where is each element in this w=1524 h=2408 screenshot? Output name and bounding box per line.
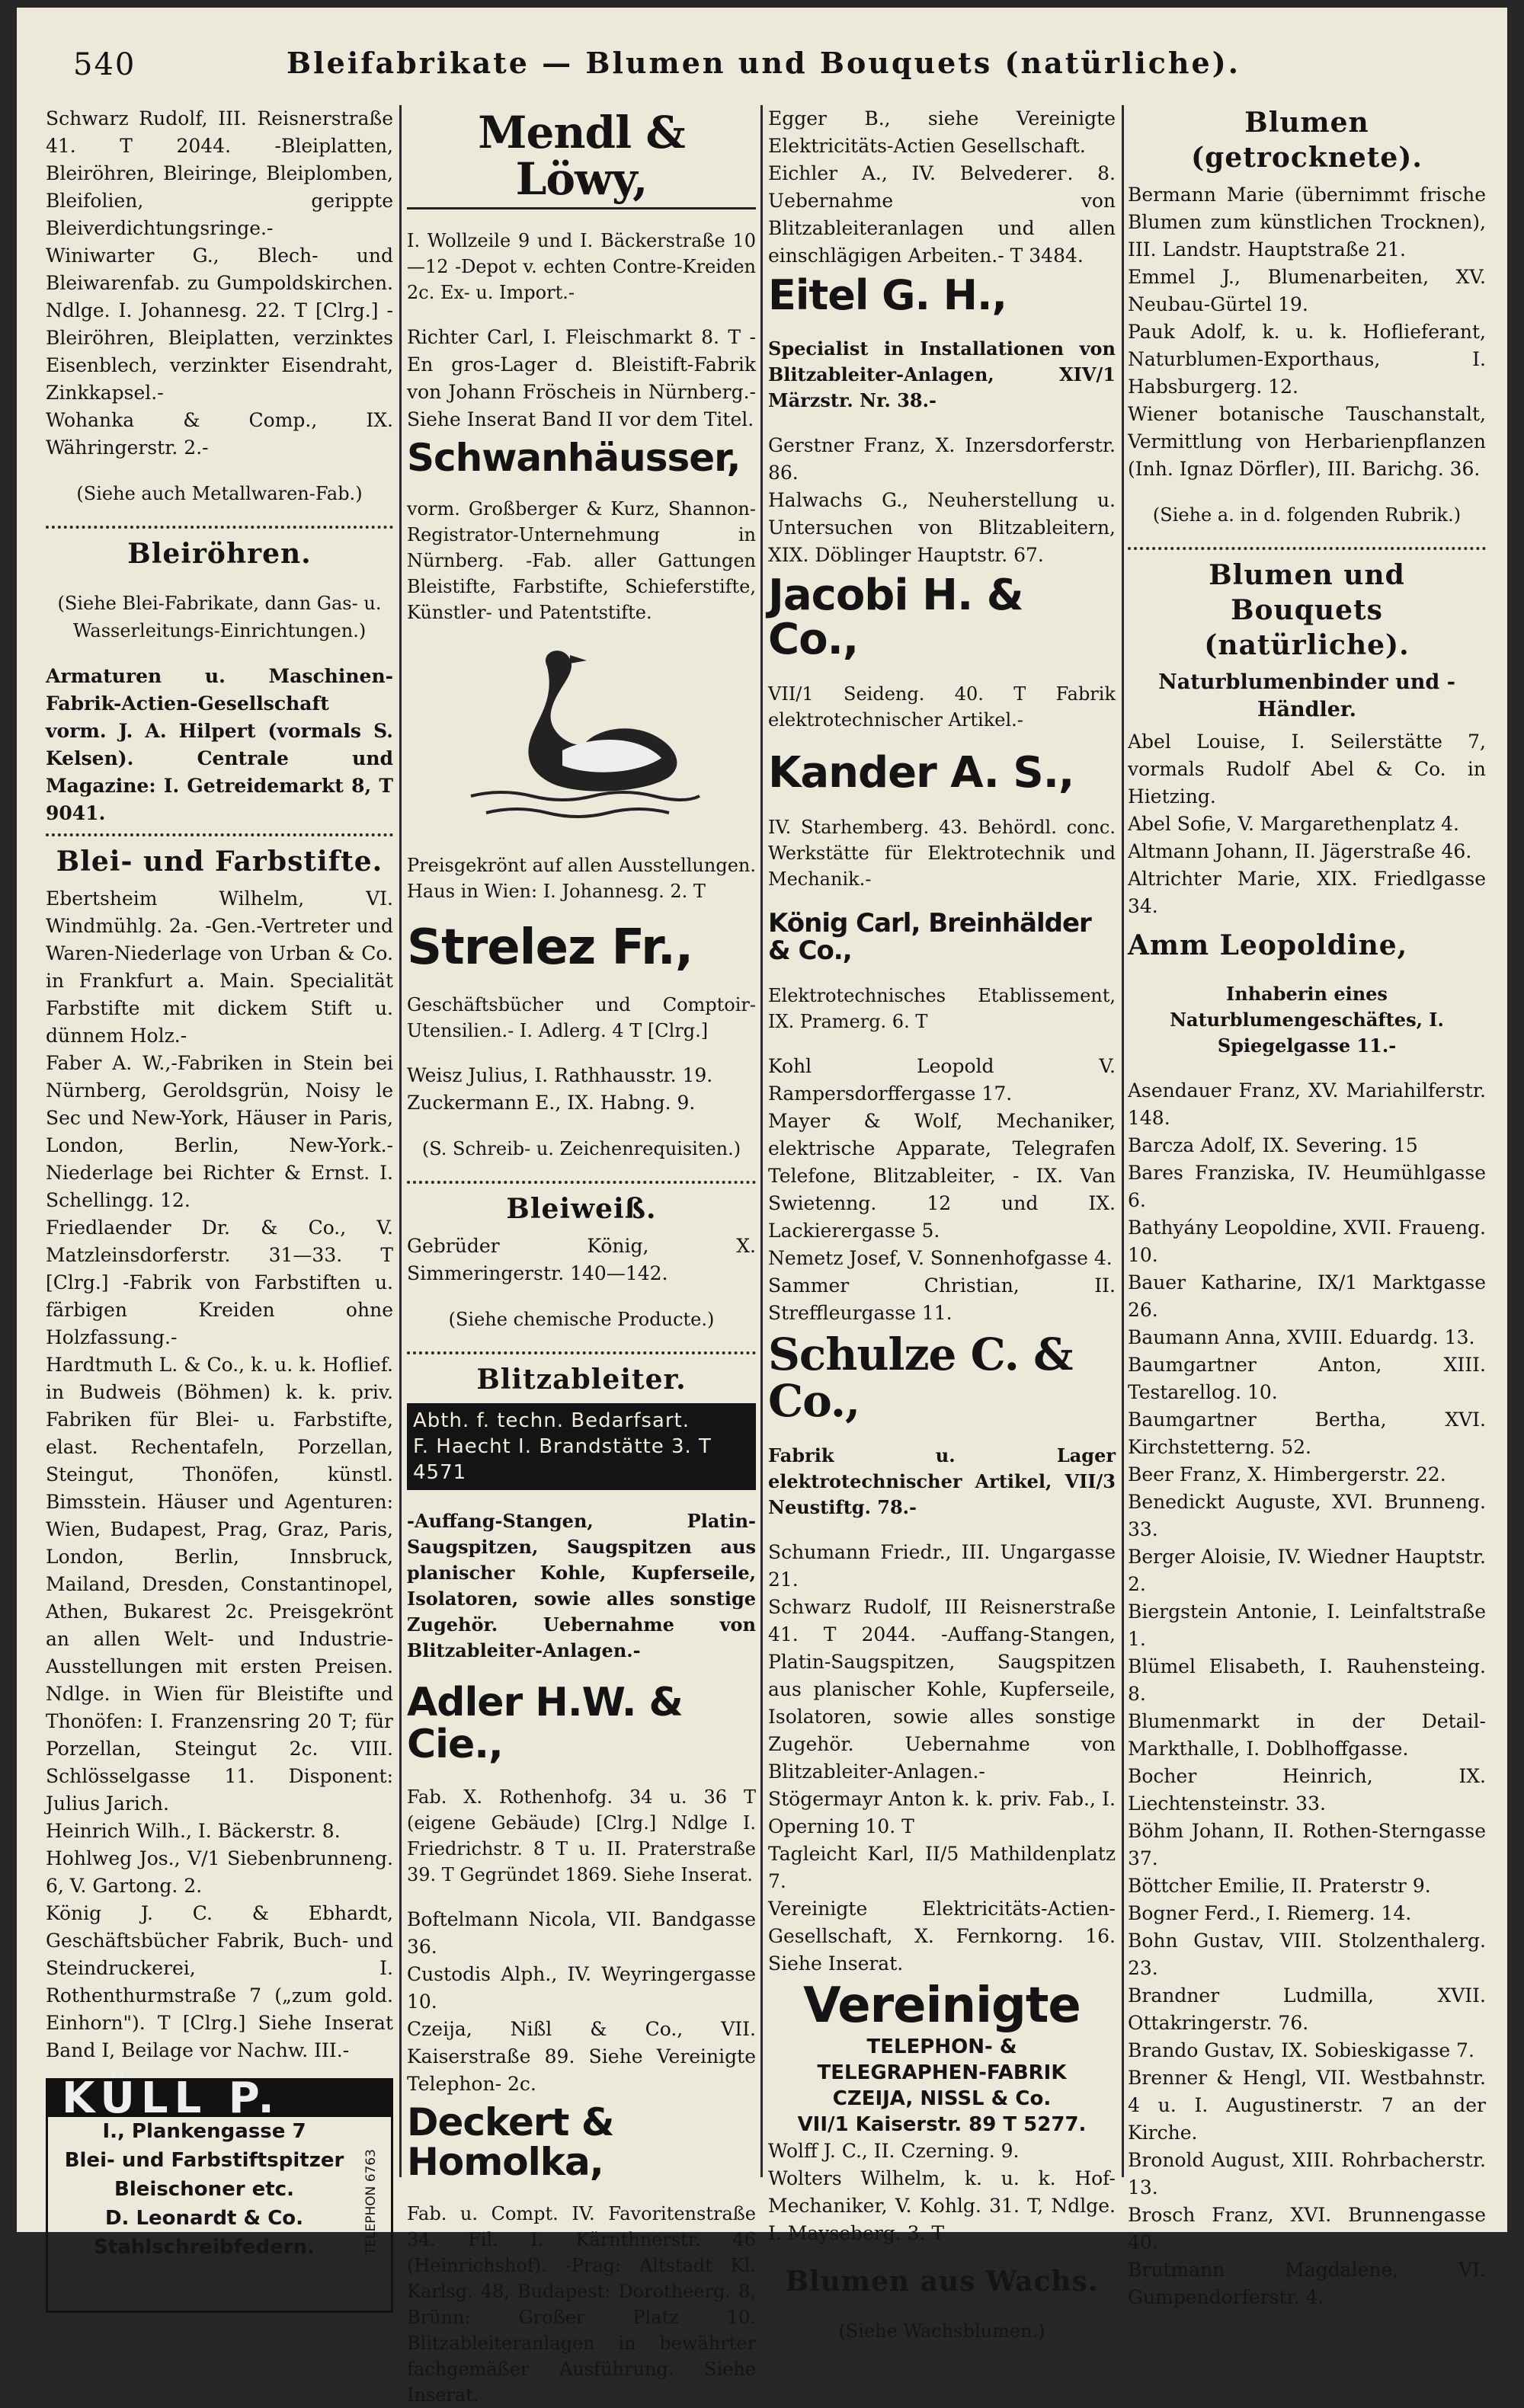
section-divider: [46, 833, 393, 836]
kull-advertisement: [46, 2074, 393, 2313]
entry: Biergstein Antonie, I. Leinfaltstraße 1.: [1128, 1601, 1486, 1650]
section-heading: Blitzableiter.: [476, 1364, 687, 1396]
schulze-title: Schulze C. & Co.,: [768, 1329, 1073, 1428]
entry: Bermann Marie (übernimmt frische Blumen zum künstlichen Trocknen), III. Landstr. Hauptstraße 21.: [1128, 184, 1486, 261]
directory-page: [17, 8, 1507, 2406]
entry: Egger B., siehe Vereinigte Elektricitäts-Actien Gesellschaft.: [768, 107, 1116, 157]
entry: Bares Franziska, IV. Heumühlgasse 6.: [1128, 1162, 1486, 1211]
entry: Bronold August, XIII. Rohrbacherstr. 13.: [1128, 2149, 1486, 2199]
kander-title: Kander A. S.,: [768, 748, 1074, 798]
section-divider: [768, 2253, 1116, 2256]
column-2: [407, 105, 756, 2406]
section-heading: Blumen aus Wachs.: [785, 2266, 1099, 2298]
ad-text: vorm. Großberger & Kurz, Shannon-Registrator-Unternehmung in Nürnberg. -Fab. aller Gattungen Bleistifte, Farbstifte, Schieferstifte, Künstler- und Patentstifte.: [407, 498, 756, 624]
ad-line: Blei- und Farbstiftspitzer: [64, 2149, 344, 2172]
ad-line: F. Haecht I. Brandstätte 3. T 4571: [413, 1435, 712, 1485]
section-heading: Blei- und Farbstifte.: [56, 846, 383, 878]
strelez-title: Strelez Fr.,: [407, 919, 693, 977]
section-heading: Bleiweiß.: [506, 1193, 657, 1226]
ad-rule: [407, 207, 756, 209]
entry: Stögermayr Anton k. k. priv. Fab., I. Operning 10. T: [768, 1788, 1116, 1838]
section-heading: Blumen und Bouquets (natürliche).: [1204, 559, 1410, 661]
entry: Böttcher Emilie, II. Praterstr 9.: [1128, 1875, 1431, 1897]
ad-line: VII/1 Kaiserstr. 89 T 5277.: [797, 2113, 1087, 2137]
page-header: [47, 40, 1480, 93]
entry: Ebertsheim Wilhelm, VI. Windmühlg. 2a. -Gen.-Vertreter und Waren-Niederlage von Urban & Co. in Frankfurt a. Main. Specialität Farbstifte mit dickem Stift u. dünnem Holz.-: [46, 887, 393, 1047]
vereinigte-title: Vereinigte: [803, 1978, 1081, 2035]
entry: Hohlweg Jos., V/1 Siebenbrunneng. 6, V. Gartong. 2.: [46, 1847, 393, 1897]
entry: Boftelmann Nicola, VII. Bandgasse 36.: [407, 1908, 756, 1958]
adler-title: Adler H.W. & Cie.,: [407, 1680, 683, 1768]
ad-line: TELEGRAPHEN-FABRIK: [817, 2061, 1067, 2085]
entry: Hardtmuth L. & Co., k. u. k. Hoflief. in Budweis (Böhmen) k. k. priv. Fabriken für Blei- u. Farbstifte, elast. Rechentafeln, Porzellan, Steingut, Thonöfen, künstl. Bimsstein. Häuser und Agenturen: Wien, Budapest, Prag, Graz, Paris, London, Berlin, Innsbruck, Mailand, Dresden, Constantinopel, Athen, Bukarest 2c. Preisgekrönt an allen Welt- und Industrie-Ausstellungen mit ersten Preisen. Ndlge. in Wien für Bleistifte und Thonöfen: I. Franzensring 20 T; für Porzellan, Steingut 2c. VIII. Schlösselgasse 11. Disponent: Julius Jarich.: [46, 1354, 393, 1815]
entry: Abel Sofie, V. Margarethenplatz 4.: [1128, 813, 1459, 835]
column-1: [46, 105, 393, 2259]
cross-reference: (Siehe a. in d. folgenden Rubrik.): [1152, 504, 1462, 526]
ad-line: I., Plankengasse 7: [102, 2120, 306, 2143]
section-divider: [46, 526, 393, 529]
schwanhaeusser-title: Schwanhäusser,: [407, 435, 741, 480]
entry: Brando Gustav, IX. Sobieskigasse 7.: [1128, 2039, 1474, 2061]
ad-line: Bleischoner etc.: [114, 2178, 294, 2201]
entry: Wolff J. C., II. Czerning. 9.: [768, 2140, 1020, 2163]
entry: Emmel J., Blumenarbeiten, XV. Neubau-Gürtel 19.: [1128, 266, 1486, 315]
ad-line: Abth. f. techn. Bedarfsart.: [413, 1409, 690, 1433]
entry: König J. C. & Ebhardt, Geschäftsbücher Fabrik, Buch- und Steindruckerei, I. Rothenthurmstraße 7 („zum gold. Einhorn"). T [Clrg.] Siehe Inserat Band I, Beilage vor Nachw. III.-: [46, 1902, 393, 2061]
eitel-title: Eitel G. H.,: [768, 271, 1007, 319]
entry: Brenner & Hengl, VII. Westbahnstr. 4 u. I. Augustinerstr. 7 an der Kirche.: [1128, 2067, 1486, 2144]
haecht-advertisement: [407, 1403, 756, 1490]
entry: Schwarz Rudolf, III Reisnerstraße 41. T 2044. -Auffang-Stangen, Platin-Saugspitzen, Saugspitzen aus planischer Kohle, Kupferseile, Isolatoren, sowie alles sonstige Zugehör. Uebernahme von Blitzableiter-Anlagen.-: [768, 1596, 1116, 1783]
page-number: 540: [73, 47, 136, 82]
entry: Bogner Ferd., I. Riemerg. 14.: [1128, 1902, 1412, 1924]
entry: Bathyány Leopoldine, XVII. Fraueng. 10.: [1128, 1217, 1486, 1266]
entry: Wolters Wilhelm, k. u. k. Hof-Mechaniker, V. Kohlg. 31. T, Ndlge. I. Mayseberg. 3. T: [768, 2167, 1116, 2245]
ad-line: Stahlschreibfedern.: [94, 2236, 315, 2259]
column-4: [1128, 105, 1486, 2308]
ad-text: Fab. X. Rothenhofg. 34 u. 36 T (eigene Gebäude) [Clrg.] Ndlge I. Friedrichstr. 8 T u. II. Praterstraße 39. T Gegründet 1869. Siehe Inserat.: [407, 1786, 756, 1885]
entry: Eichler A., IV. Belvederег. 8. Uebernahme von Blitzableiteranlagen und allen einschlägigen Arbeiten.- T 3484.: [768, 162, 1116, 267]
entry: Winiwarter G., Blech- und Bleiwarenfab. zu Gumpoldskirchen. Ndlge. I. Johannesg. 22. T [Clrg.] -Bleiröhren, Bleiplatten, verzinktes Eisenblech, verzinkter Eisendraht, Zinkkapsel.-: [46, 245, 393, 404]
entry: Friedlaender Dr. & Co., V. Matzleinsdorferstr. 31—33. T [Clrg.] -Fabrik von Farbstiften u. färbigen Kreiden ohne Holzfassung.-: [46, 1217, 393, 1348]
column-divider: [1122, 105, 1124, 2177]
ad-text: VII/1 Seideng. 40. T Fabrik elektrotechnischer Artikel.-: [768, 683, 1116, 731]
ad-text: Fabrik u. Lager elektrotechnischer Artikel, VII/3 Neustiftg. 78.-: [768, 1444, 1116, 1519]
entry: Heinrich Wilh., I. Bäckerstr. 8.: [46, 1820, 341, 1842]
ad-line: TELEPHON- &: [866, 2035, 1017, 2059]
ad-text: Elektrotechnisches Etablissement, IX. Pramerg. 6. T: [768, 985, 1116, 1033]
section-divider: [1128, 547, 1486, 550]
entry: Sammer Christian, II. Streffleurgasse 11.: [768, 1274, 1116, 1325]
sub-heading: Naturblumenbinder und -Händler.: [1158, 670, 1455, 721]
entry: Baumgartner Anton, XIII. Testarellog. 10.: [1128, 1354, 1486, 1403]
swan-logo-icon: [456, 644, 707, 834]
entry: Berger Aloisie, IV. Wiedner Hauptstr. 2.: [1128, 1546, 1486, 1595]
ad-text: Preisgekrönt auf allen Ausstellungen. Haus in Wien: I. Johannesg. 2. T: [407, 855, 756, 903]
entry: Böhm Johann, II. Rothen-Sterngasse 37.: [1128, 1820, 1486, 1869]
ad-text: Inhaberin eines Naturblumengeschäftes, I. Spiegelgasse 11.-: [1170, 983, 1444, 1057]
section-heading: Blumen (getrocknete).: [1191, 107, 1423, 174]
entry: Wohanka & Comp., IX. Währingerstr. 2.-: [46, 409, 393, 459]
section-heading: Bleiröhren.: [127, 538, 312, 570]
cross-reference: (S. Schreib- u. Zeichenrequisiten.): [421, 1138, 741, 1160]
entry: Baumgartner Bertha, XVI. Kirchstetterng. 52.: [1128, 1409, 1486, 1458]
entry: Altrichter Marie, XIX. Friedlgasse 34.: [1128, 868, 1486, 917]
deckert-title: Deckert & Homolka,: [407, 2099, 614, 2185]
entry: Blumenmarkt in der Detail-Markthalle, I. Doblhoffgasse.: [1128, 1710, 1486, 1760]
entry: Bohn Gustav, VIII. Stolzenthalerg. 23.: [1128, 1930, 1486, 1979]
ad-text: -Auffang-Stangen, Platin-Saugspitzen, Saugspitzen aus planischer Kohle, Kupferseile, Isolatoren, sowie alles sonstige Zugehör. Uebernahme von Blitzableiter-Anlagen.-: [407, 1510, 756, 1662]
entry: Altmann Johann, II. Jägerstraße 46.: [1128, 840, 1472, 862]
entry: Gerstner Franz, X. Inzersdorferstr. 86.: [768, 433, 1116, 484]
entry: Schwarz Rudolf, III. Reisnerstraße 41. T 2044. -Bleiplatten, Bleiröhren, Bleiringe, Bleiplomben, Bleifolien, gerippte Bleiverdichtungsringe.-: [46, 107, 393, 239]
entry: Wiener botanische Tauschanstalt, Vermittlung von Herbarienpflanzen (Inh. Ignaz Dörfler), III. Barichg. 36.: [1128, 403, 1486, 480]
entry: Brandner Ludmilla, XVII. Ottakringerstr. 76.: [1128, 1984, 1486, 2034]
column-divider: [760, 105, 763, 2177]
cross-reference: (Siehe Blei-Fabrikate, dann Gas- u. Wasserleitungs-Einrichtungen.): [57, 593, 382, 641]
cross-reference: (Siehe auch Metallwaren-Fab.): [76, 483, 363, 504]
cross-reference: (Siehe Wachsblumen.): [838, 2320, 1045, 2342]
entry: Vereinigte Elektricitäts-Actien-Gesellschaft, X. Fernkorng. 16. Siehe Inserat.: [768, 1898, 1116, 1975]
cross-reference: (Siehe chemische Producte.): [448, 1309, 715, 1331]
ad-side-text: TELEPHON 6763: [363, 2149, 379, 2256]
entry: Nemetz Josef, V. Sonnenhofgasse 4.: [768, 1247, 1113, 1270]
ad-line: CZEIJA, NISSL & Co.: [832, 2087, 1052, 2111]
ad-text: Fab. u. Compt. IV. Favoritenstraße 34. Fil. I. Kärnthnerstr. 46 (Heinrichshof). -Prag: Altstadt Kl. Karlsg. 48, Budapest: Dorotheerg. 8, Brünn: Großer Platz 10. Blitzableiteranlagen in bewährter fachgemäßer Ausführung. Siehe Inserat.: [407, 2202, 756, 2406]
entry: Brutmann Magdalene, VI. Gumpendorferstr. 4.: [1128, 2259, 1486, 2308]
entry: Baumann Anna, XVIII. Eduardg. 13.: [1128, 1326, 1475, 1348]
entry: Asendauer Franz, XV. Mariahilferstr. 148.: [1128, 1079, 1486, 1129]
entry: Halwachs G., Neuherstellung u. Untersuchen von Blitzableitern, XIX. Döblinger Hauptstr. 67.: [768, 488, 1116, 566]
section-divider: [407, 1351, 756, 1354]
koenig-carl-title: König Carl, Breinhälder & Co.,: [768, 908, 1091, 966]
entry: Beer Franz, X. Himbergerstr. 22.: [1128, 1463, 1446, 1485]
entry: Tagleicht Karl, II/5 Mathildenplatz 7.: [768, 1843, 1116, 1893]
ad-text: IV. Starhemberg. 43. Behördl. conc. Werkstätte für Elektrotechnik und Mechanik.-: [768, 817, 1116, 891]
ad-text: Specialist in Installationen von Blitzableiter-Anlagen, XIV/1 Märzstr. Nr. 38.-: [768, 337, 1116, 411]
ad-line: D. Leonardt & Co.: [104, 2207, 304, 2230]
column-3: [768, 105, 1116, 2342]
entry: Brosch Franz, XVI. Brunnengasse 40.: [1128, 2204, 1486, 2253]
amm-title: Amm Leopoldine,: [1128, 929, 1408, 961]
entry: Zuckermann E., IX. Habng. 9.: [407, 1092, 696, 1114]
ad-text: I. Wollzeile 9 und I. Bäckerstraße 10—12 -Depot v. echten Contre-Kreiden 2c. Ex- u. Import.-: [407, 229, 756, 303]
entry: Mayer & Wolf, Mechaniker, elektrische Apparate, Telegrafen Telefone, Blitzableiter, - IX. Van Swietenng. 12 und IX. Lackierergasse 5.: [768, 1110, 1116, 1242]
entry: Bocher Heinrich, IX. Liechtensteinstr. 33.: [1128, 1765, 1486, 1815]
column-divider: [399, 105, 402, 2177]
section-divider: [407, 1181, 756, 1184]
entry: Custodis Alph., IV. Weyringergasse 10.: [407, 1962, 756, 2013]
entry: Blümel Elisabeth, I. Rauhensteing. 8.: [1128, 1655, 1486, 1705]
entry: Weisz Julius, I. Rathhausstr. 19.: [407, 1064, 713, 1087]
kull-logo: KÜLL P.: [48, 2080, 391, 2117]
entry: Czeija, Nißl & Co., VII. Kaiserstraße 89. Siehe Vereinigte Telephon- 2c.: [407, 2017, 756, 2095]
entry: Pauk Adolf, k. u. k. Hoflieferant, Naturblumen-Exporthaus, I. Habsburgerg. 12.: [1128, 321, 1486, 398]
entry: Armaturen u. Maschinen-Fabrik-Actien-Gesellschaft vorm. J. A. Hilpert (vormals S. Kelsen). Centrale und Magazine: I. Getreidemarkt 8, T 9041.: [46, 665, 393, 824]
entry: Benedickt Auguste, XVI. Brunneng. 33.: [1128, 1491, 1486, 1540]
entry: Abel Louise, I. Seilerstätte 7, vormals Rudolf Abel & Co. in Hietzing.: [1128, 731, 1486, 807]
ad-text: Geschäftsbücher und Comptoir-Utensilien.- I. Adlerg. 4 T [Clrg.]: [407, 994, 756, 1042]
entry: Gebrüder König, X. Simmeringerstr. 140—142.: [407, 1235, 756, 1285]
jacobi-title: Jacobi H. & Co.,: [768, 570, 1023, 665]
entry: Richter Carl, I. Fleischmarkt 8. T -En gros-Lager d. Bleistift-Fabrik von Johann Fröscheis in Nürnberg.- Siehe Inserat Band II vor dem Titel.: [407, 325, 756, 430]
entry: Faber A. W.,-Fabriken in Stein bei Nürnberg, Geroldsgrün, Noisy le Sec und New-York, Häuser in Paris, London, Berlin, New-York.- Niederlage bei Richter & Ernst. I. Schellingg. 12.: [46, 1052, 393, 1211]
entry: Schumann Friedr., III. Ungargasse 21.: [768, 1541, 1116, 1591]
mendl-loewy-title: Mendl & Löwy,: [478, 107, 685, 205]
entry: Bauer Katharine, IX/1 Marktgasse 26.: [1128, 1271, 1486, 1321]
entry: Barcza Adolf, IX. Severing. 15: [1128, 1134, 1418, 1156]
running-head: Bleifabrikate — Blumen und Bouquets (natürliche).: [287, 46, 1241, 80]
entry: Kohl Leopold V. Rampersdorffergasse 17.: [768, 1055, 1116, 1105]
